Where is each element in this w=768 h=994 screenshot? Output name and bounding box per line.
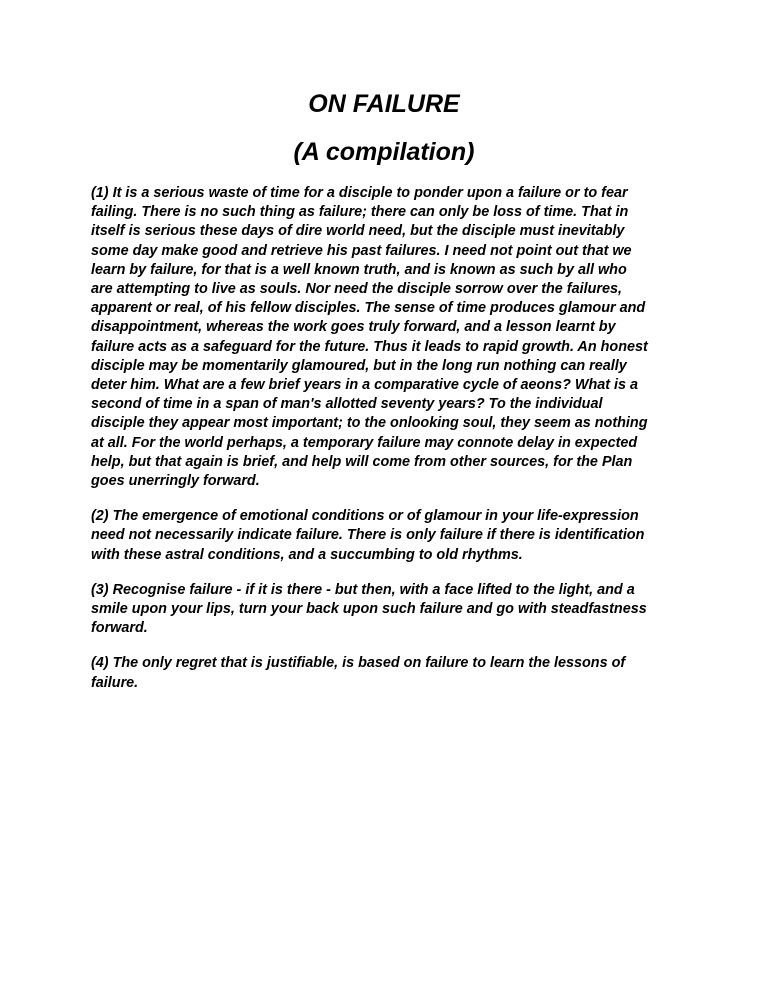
paragraph-4: (4) The only regret that is justifiable, is based on failure to learn the lessons of failure. [91,655,626,691]
paragraph-2: (2) The emergence of emotional conditions or of glamour in your life-expression need not necessarily indicate failure. There is only failure if there is identification with these astral conditions, and a succumbing to old rhythms. [91,508,645,563]
paragraph-3: (3) Recognise failure - if it is there - but then, with a face lifted to the light, and a smile upon your lips, turn your back upon such failure and go with steadfastness forward. [91,581,647,637]
document-title: ON FAILURE [308,90,460,118]
paragraph-1: (1) It is a serious waste of time for a disciple to ponder upon a failure or to fear failing. There is no such thing as failure; there can only be loss of time. That in itself is serious these days of dire world need, but the disciple must inevitably some day make good and retrieve his past failures. I need not point out that we learn by failure, for that is a well known truth, and is known as such by all who are attempting to live as souls. Nor need the disciple sorrow over the failures, apparent or real, of his fellow disciples. The sense of time produces glamour and disappointment, whereas the work goes truly forward, and a lesson learnt by failure acts as a safeguard for the future. Thus it leads to rapid growth. An honest disciple may be momentarily glamoured, but in the long run nothing can really deter him. What are a few brief years in a comparative cycle of aeons? What is a second of time in a span of man's allotted seventy years? To the individual disciple they appear most important; to the onlooking soul, they seem as nothing at all. For the world perhaps, a temporary failure may connote delay in expected help, but that again is brief, and help will come from other sources, for the Plan goes unerringly forward. [91,185,648,490]
document-body [91,184,691,709]
document-subtitle: (A compilation) [293,138,475,166]
